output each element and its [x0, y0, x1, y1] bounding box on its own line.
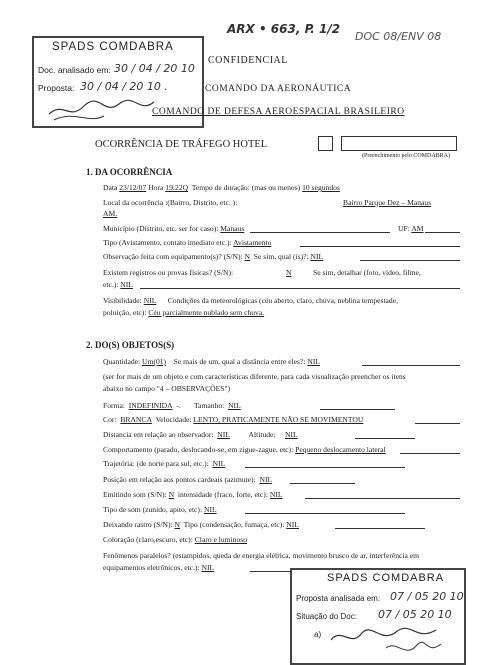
- preenchimento-note: (Preenchimento pelo COMDABRA): [362, 153, 450, 159]
- uf-line: [425, 232, 460, 233]
- section-2-title: 2. DO(S) OBJETOS(S): [86, 340, 175, 350]
- comportamento-row: Comportamento (parado, deslocando-se, em zigue-zague, etc): Pequeno deslocamento lateral: [103, 445, 386, 454]
- handwritten-doc-number: DOC 08/ENV 08: [355, 30, 442, 43]
- fenomenos-linha-1: Fenômenos paralelos? (estampidos, queda de energia elétrica, movimento brusco de ar, interferência em: [103, 551, 420, 560]
- municipio-line: [250, 232, 390, 233]
- comportamento-line: [400, 453, 460, 454]
- registros-detalhar: Se sim, detalhar (foto, vídeo, filme,: [313, 268, 421, 277]
- cor-line: [415, 423, 460, 424]
- municipio-row: Município (Distrito, etc. ser for caso): Manaus: [103, 224, 245, 233]
- posicao-row: Posição em relação aos pontos cardeais (azimute): NIL: [103, 475, 273, 484]
- doc-analisado-label: Doc. analisado em:: [38, 65, 111, 75]
- fenomenos-line: [250, 571, 290, 572]
- trajetoria-line: [245, 467, 405, 468]
- local-label: Local da ocorrência :(Bairro, Distrito, etc. ):: [103, 198, 238, 207]
- emitindo-row: Emitindo som (S/N): N intensidade (fraco, forte, etc): NIL: [103, 490, 283, 499]
- rastro-row: Deixando rastro (S/N): N Tipo (condensação, fumaça, etc): NIL: [103, 520, 299, 529]
- observacao-row: Observação feita com equipamento(s)? (S/N): N Se sim, qual (is)?: NIL: [103, 252, 324, 261]
- quantidade-row: Quantidade: Um(01) Se mais de um, qual a distância entre eles?: NIL: [103, 357, 321, 366]
- poluicao-row: poluição, etc): Céu parcialmente nublado sem chuva.: [103, 308, 265, 317]
- situacao-label: Situação do Doc:: [296, 612, 357, 621]
- uf-row: UF: AM: [398, 224, 424, 233]
- handwritten-reference: ARX • 663, P. 1/2: [227, 22, 341, 36]
- quantidade-line: [362, 365, 460, 366]
- observacao-line: [360, 260, 460, 261]
- signature-icon: [326, 622, 456, 660]
- control-box-1: [318, 136, 333, 151]
- proposta-label: Proposta:: [38, 83, 75, 93]
- visibilidade-row: Visibilidade: NIL Condições da meteorológicas (céu aberto, claro, chuva, neblina tempestade,: [103, 296, 398, 305]
- stamp-title: SPADS COMDABRA: [52, 41, 174, 53]
- cor-row: Cor: BRANCA Velocidade: LENTO, PRATICAMENTE NÃO SE MOVIMENTOU: [103, 415, 364, 424]
- fenomenos-linha-2: equipamentos eletrônicos, etc.): NIL: [103, 563, 215, 572]
- registros-line: [140, 288, 460, 289]
- comando-defesa: COMANDO DE DEFESA AEROESPACIAL BRASILEIRO: [152, 107, 405, 117]
- tipo-som-row: Tipo de som (zunido, apito, etc): NIL: [103, 505, 217, 514]
- posicao-line: [290, 483, 355, 484]
- tipo-line: [300, 246, 460, 247]
- proposta-analisada-label: Proposta analisada em:: [296, 594, 381, 603]
- a-label: a): [314, 630, 322, 639]
- registros-value: N: [286, 268, 292, 277]
- nota-linha-2: abaixo no campo "4 – OBSERVAÇÕES"): [103, 384, 231, 393]
- altitude-line: [355, 438, 415, 439]
- comando-aeronautica: COMANDO DA AERONÁUTICA: [205, 84, 352, 94]
- proposta-analisada-value: 07 / 05 20 10: [390, 590, 464, 603]
- registros-label: Existem registros ou provas físicas? (S/N):: [103, 268, 234, 277]
- situacao-value: 07 / 05 20 10: [378, 608, 452, 621]
- local-value: Bairro Parque Dez – Manaus: [343, 198, 432, 207]
- confidential-mark: CONFIDENCIAL: [208, 55, 288, 66]
- doc-analisado-value: 30 / 04 / 20 10: [114, 62, 195, 75]
- tipo-row: Tipo (Avistamento, contato imediato etc.): Avistamento: [103, 238, 272, 247]
- nota-linha-1: (ser for mais de um objeto e com características diferente, para cada visualização preencher os itens: [103, 372, 406, 381]
- distancia-obs-row: Distancia em relação ao observador: NIL Altitude: NIL: [103, 430, 298, 439]
- rastro-line: [335, 528, 425, 529]
- section-1-title: 1. DA OCORRÊNCIA: [86, 167, 173, 177]
- coloracao-row: Coloração (claro,escuro, etc): Claro e luminoso: [103, 535, 248, 544]
- data-row: Data 23/12/07 Hora 19:22Q Tempo de duração: (mas ou menos) 10 segundos: [103, 183, 340, 192]
- control-box-2: [341, 136, 457, 151]
- stamp-2-title: SPADS COMDABRA: [327, 572, 445, 584]
- registros-etc: etc.): NIL: [103, 280, 133, 289]
- trajetoria-row: Trajetória: (de norte para sul, etc.): NIL: [103, 459, 226, 468]
- tipo-som-line: [245, 513, 405, 514]
- proposta-value: 30 / 04 / 20 10 .: [80, 80, 168, 93]
- local-continuation: AM.: [103, 209, 118, 218]
- proposal-stamp: [290, 568, 466, 665]
- document-title: OCORRÊNCIA DE TRÁFEGO HOTEL: [95, 139, 268, 150]
- forma-row: Forma: INDEFINIDA -. Tamanho: NIL: [103, 401, 241, 410]
- tamanho-line: [320, 409, 395, 410]
- emitindo-line: [305, 498, 460, 499]
